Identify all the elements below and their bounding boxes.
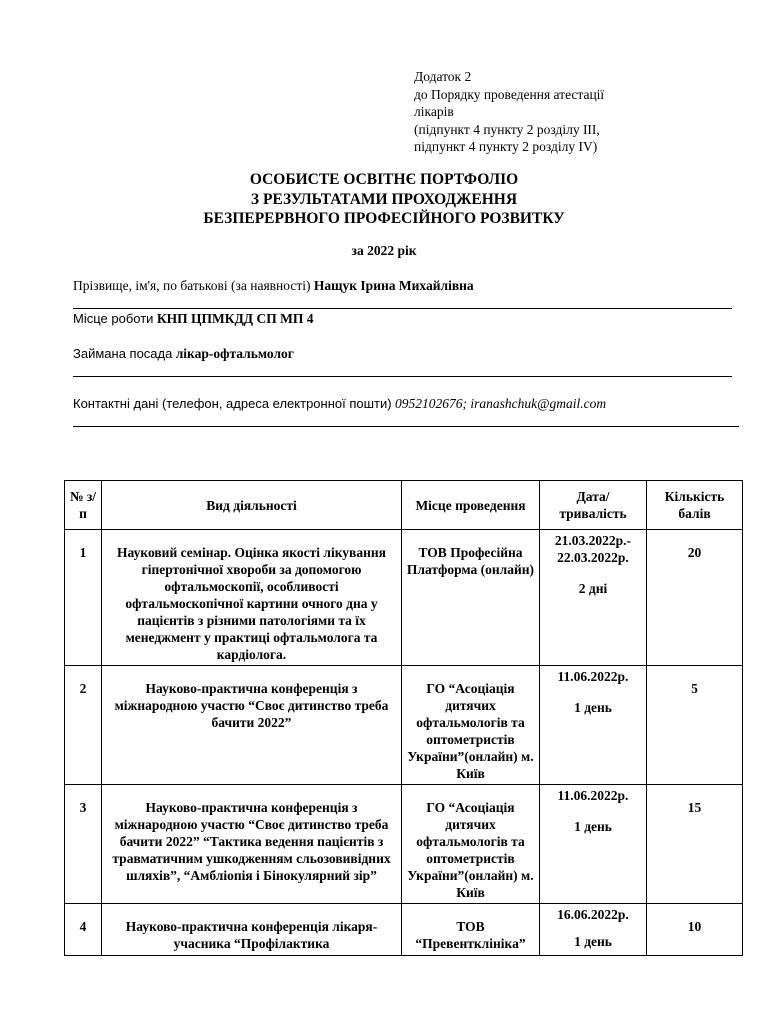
row-num: 1 [65, 530, 102, 666]
row-activity: Науковий семінар. Оцінка якості лікування гіпертонічної хвороби за допомогою офтальмоскопії, особливості офтальмоскопічної картини очного дна у пацієнтів з різними патологіями та їх менеджмент у практиці офтальмолога та кардіолога. [102, 530, 402, 666]
name-label: Прізвище, ім'я, по батькові (за наявності) [73, 278, 311, 293]
row-duration: 1 день [574, 819, 612, 834]
row-place: ТОВ “Превентклініка” [402, 904, 540, 956]
activity-table [64, 480, 743, 956]
position-value: лікар-офтальмолог [175, 346, 294, 361]
row-date: 11.06.2022р. [557, 788, 629, 803]
title-line: БЕЗПЕРЕРВНОГО ПРОФЕСІЙНОГО РОЗВИТКУ [203, 210, 565, 227]
header-place: Місце проведення [402, 481, 540, 530]
work-value: КНП ЦПМКДД СП МП 4 [156, 311, 314, 326]
row-date: 16.06.2022р. [557, 907, 629, 922]
report-year: за 2022 рік [351, 243, 417, 258]
work-field [73, 311, 313, 327]
document-title [0, 170, 768, 229]
name-field [73, 278, 474, 294]
header-points: Кількість балів [647, 481, 743, 530]
row-num: 2 [65, 666, 102, 785]
row-date-cell [540, 530, 647, 666]
table-header-row [65, 481, 743, 530]
annex-line: підпункт 4 пункту 2 розділу IV) [414, 139, 598, 154]
contact-label: Контактні дані (телефон, адреса електронної пошти) [73, 396, 392, 411]
title-line: З РЕЗУЛЬТАТАМИ ПРОХОДЖЕННЯ [250, 190, 518, 208]
name-value: Нащук Ірина Михайлівна [313, 278, 474, 293]
row-date: 21.03.2022р.- 22.03.2022р. [554, 533, 632, 565]
header-activity: Вид діяльності [102, 481, 402, 530]
row-activity: Науково-практична конференція з міжнародною участю “Своє дитинство треба бачити 2022” [102, 666, 402, 785]
header-num: № з/п [65, 481, 102, 530]
table-row [65, 530, 743, 666]
row-activity: Науково-практична конференція з міжнародною участю “Своє дитинство треба бачити 2022” “Тактика ведення пацієнтів з травматичним ушкодженням сльозовивідних шляхів”, “Амбліопія і Бінокулярний зір” [102, 785, 402, 904]
annex-note [414, 68, 604, 156]
row-activity: Науково-практична конференція лікаря-учасника “Профілактика [102, 904, 402, 956]
underline [73, 426, 739, 427]
row-points: 15 [647, 785, 743, 904]
row-points: 5 [647, 666, 743, 785]
row-num: 3 [65, 785, 102, 904]
contact-field [73, 396, 606, 412]
row-date-cell [540, 666, 647, 785]
row-duration: 1 день [574, 700, 612, 715]
annex-line: (підпункт 4 пункту 2 розділу III, [414, 121, 600, 137]
header-date: Дата/ тривалість [540, 481, 647, 530]
row-date: 11.06.2022р. [557, 669, 629, 684]
underline [73, 376, 732, 377]
table-row [65, 904, 743, 956]
title-line: ОСОБИСТЕ ОСВІТНЄ ПОРТФОЛІО [249, 171, 519, 188]
row-num: 4 [65, 904, 102, 956]
position-label: Займана посада [73, 346, 173, 361]
row-duration: 2 дні [578, 581, 608, 596]
row-place: ГО “Асоціація дитячих офтальмологів та оптометристів України”(онлайн) м. Київ [402, 666, 540, 785]
work-label: Місце роботи [73, 311, 154, 326]
row-points: 10 [647, 904, 743, 956]
table-row [65, 666, 743, 785]
row-duration: 1 день [574, 934, 612, 949]
row-date-cell [540, 785, 647, 904]
annex-line: лікарів [414, 104, 454, 119]
position-field [73, 346, 294, 362]
annex-line: до Порядку проведення атестації [414, 86, 605, 102]
row-points: 20 [647, 530, 743, 666]
contact-value: 0952102676; iranashchuk@gmail.com [394, 396, 607, 411]
row-date-cell [540, 904, 647, 956]
row-place: ТОВ Професійна Платформа (онлайн) [402, 530, 540, 666]
underline [73, 308, 732, 309]
table-row [65, 785, 743, 904]
row-place: ГО “Асоціація дитячих офтальмологів та оптометристів України”(онлайн) м. Київ [402, 785, 540, 904]
annex-line: Додаток 2 [414, 69, 472, 84]
